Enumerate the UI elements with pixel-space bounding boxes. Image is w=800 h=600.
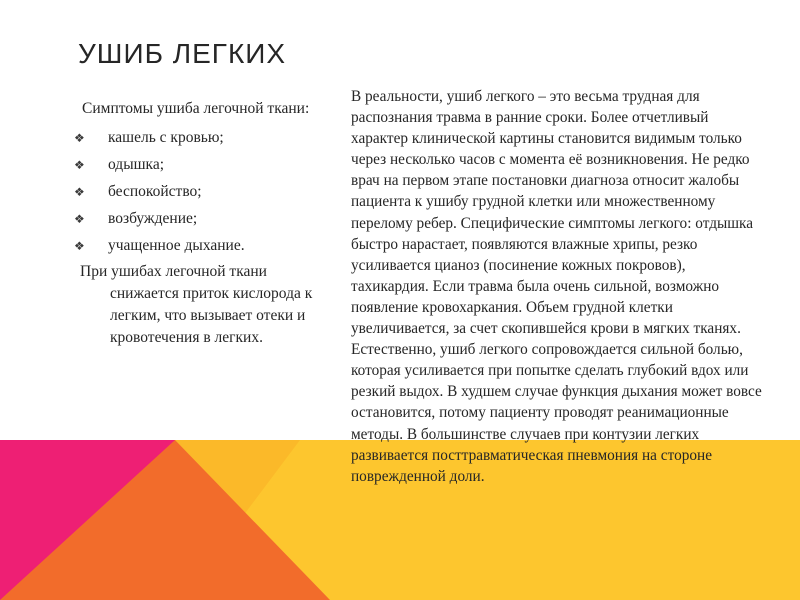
diamond-cluster-icon: ❖ [74,157,85,172]
list-item-label: кашель с кровью; [108,128,224,146]
diamond-cluster-icon: ❖ [74,211,85,226]
symptoms-outro [80,261,314,349]
list-item-label: возбуждение; [108,209,198,227]
diamond-cluster-icon: ❖ [74,184,85,199]
list-item [74,151,314,178]
list-item [74,232,314,259]
outro-line-2: снижается приток кислорода к легким, что вызывает отеки и кровотечения в легких. [110,285,313,346]
symptoms-column [74,98,314,349]
symptoms-list [74,124,314,259]
list-item-label: одышка; [108,155,165,173]
list-item [74,205,314,232]
list-item-label: беспокойство; [108,182,202,200]
diamond-cluster-icon: ❖ [74,238,85,253]
list-item-label: учащенное дыхание. [108,236,245,254]
list-item [74,178,314,205]
slide-title: УШИБ ЛЕГКИХ [78,38,287,69]
list-item [74,124,314,151]
diamond-cluster-icon: ❖ [74,130,85,145]
symptoms-intro: Симптомы ушиба легочной ткани: [82,100,310,117]
description-paragraph: В реальности, ушиб легкого – это весьма трудная для распознания травма в ранние сроки. Более отчетливый характер клинической картины становится видимым только через несколько часов с момента её возникновения. Не редко врач на первом этапе постановки диагноза относит жалобы пациента к ушибу грудной клетки или множественному перелому ребер. Специфические симптомы легкого: отдышка быстро нарастает, появляются влажные хрипы, резко усиливается цианоз (посинение кожных покровов), тахикардия. Если травма была очень сильной, возможно появление кровохаркания. Объем грудной клетки увеличивается, за счет скопившейся крови в мягких тканях. Естественно, ушиб легкого сопровождается сильной болью, которая усиливается при попытке сделать глубокий вдох или резкий выдох. В худшем случае функция дыхания может вовсе остановится, потому пациенту проводят реанимационные методы. В большинстве случаев при контузии легких развивается посттравматическая пневмония на стороне поврежденной доли. [351,88,762,485]
outro-line-1: При ушибах легочной ткани [80,263,267,280]
